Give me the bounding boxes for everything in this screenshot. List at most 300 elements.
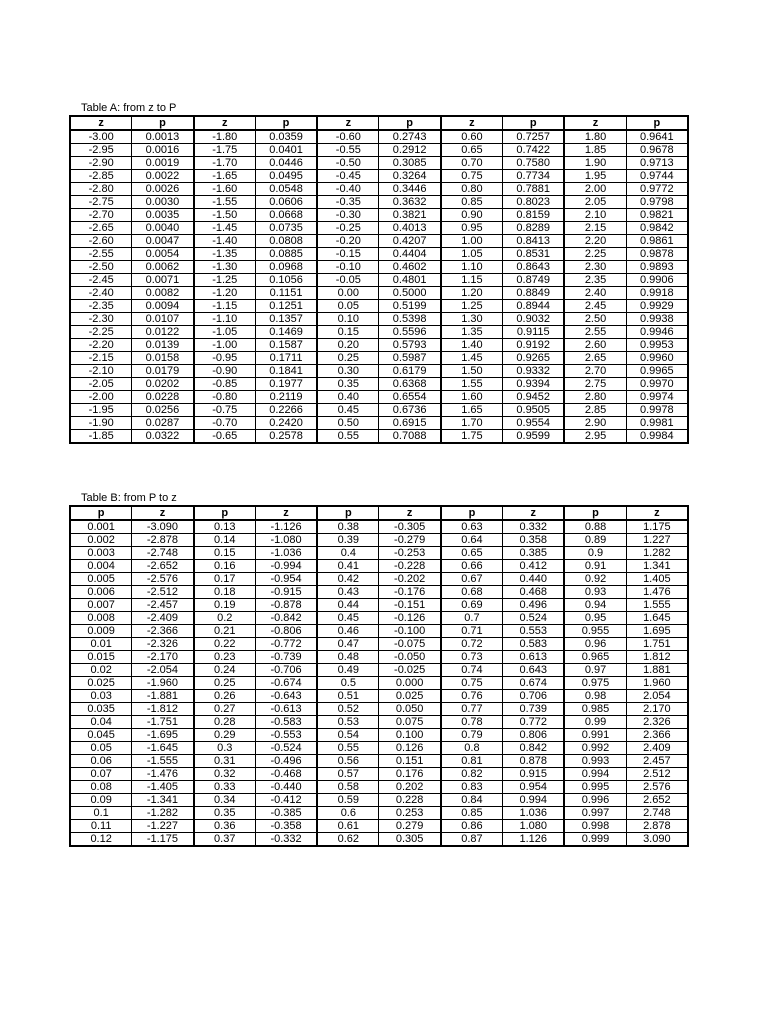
table-cell: 0.53 [317, 716, 379, 729]
table-cell: 0.59 [317, 794, 379, 807]
table-cell: 0.0022 [132, 170, 194, 183]
table-row [70, 430, 688, 444]
table-cell: 0.7422 [503, 144, 565, 157]
table-cell: 0.9265 [503, 352, 565, 365]
table-cell: 0.9938 [626, 313, 688, 326]
table-cell: 0.6554 [379, 391, 441, 404]
table-cell: 0.43 [317, 586, 379, 599]
table-row [70, 183, 688, 196]
table-cell: -3.00 [70, 130, 132, 144]
table-cell: 0.583 [503, 638, 565, 651]
column-header: p [317, 506, 379, 520]
table-cell: 0.87 [441, 833, 503, 847]
table-cell: 0.9505 [503, 404, 565, 417]
table-cell: -1.881 [132, 690, 194, 703]
table-cell: 2.748 [626, 807, 688, 820]
table-cell: 0.4801 [379, 274, 441, 287]
table-cell: -1.476 [132, 768, 194, 781]
table-cell: -1.65 [194, 170, 256, 183]
table-row [70, 404, 688, 417]
table-cell: 0.2266 [255, 404, 317, 417]
table-cell: -1.60 [194, 183, 256, 196]
table-cell: 0.025 [70, 677, 132, 690]
table-cell: 1.80 [564, 130, 626, 144]
table-cell: 2.170 [626, 703, 688, 716]
table-cell: -1.20 [194, 287, 256, 300]
table-cell: 2.80 [564, 391, 626, 404]
table-row [70, 547, 688, 560]
table-cell: 0.0040 [132, 222, 194, 235]
table-cell: 0.0202 [132, 378, 194, 391]
table-cell: 0.3632 [379, 196, 441, 209]
table-cell: 0.36 [194, 820, 256, 833]
table-cell: 0.65 [441, 547, 503, 560]
table-row [70, 651, 688, 664]
table-cell: 0.985 [564, 703, 626, 716]
table-cell: 2.512 [626, 768, 688, 781]
table-cell: 0.202 [379, 781, 441, 794]
table-cell: 0.0094 [132, 300, 194, 313]
table-cell: -0.85 [194, 378, 256, 391]
table-cell: 0.9929 [626, 300, 688, 313]
table-cell: -0.30 [317, 209, 379, 222]
table-cell: 0.30 [317, 365, 379, 378]
table-cell: 0.305 [379, 833, 441, 847]
table-cell: 2.95 [564, 430, 626, 444]
table-cell: 0.48 [317, 651, 379, 664]
column-header: z [564, 116, 626, 130]
table-cell: -1.405 [132, 781, 194, 794]
table-cell: 0.57 [317, 768, 379, 781]
table-cell: 0.65 [441, 144, 503, 157]
table-cell: 0.39 [317, 534, 379, 547]
table-cell: 0.126 [379, 742, 441, 755]
column-header: z [379, 506, 441, 520]
table-cell: -2.15 [70, 352, 132, 365]
table-cell: 2.00 [564, 183, 626, 196]
table-cell: 0.6179 [379, 365, 441, 378]
table-cell: -2.457 [132, 599, 194, 612]
table-cell: 2.90 [564, 417, 626, 430]
table-cell: -0.40 [317, 183, 379, 196]
table-cell: -1.645 [132, 742, 194, 755]
table-cell: 0.88 [564, 520, 626, 534]
table-row [70, 130, 688, 144]
table-cell: 0.5 [317, 677, 379, 690]
column-header: z [317, 116, 379, 130]
table-cell: 2.054 [626, 690, 688, 703]
table-cell: 1.695 [626, 625, 688, 638]
table-cell: 0.35 [317, 378, 379, 391]
table-cell: -2.409 [132, 612, 194, 625]
table-cell: -2.054 [132, 664, 194, 677]
table-cell: 0.1711 [255, 352, 317, 365]
table-cell: -0.45 [317, 170, 379, 183]
table-cell: 0.9906 [626, 274, 688, 287]
table-cell: 0.16 [194, 560, 256, 573]
table-cell: 0.22 [194, 638, 256, 651]
table-cell: 0.0054 [132, 248, 194, 261]
table-cell: 1.175 [626, 520, 688, 534]
table-cell: -0.706 [255, 664, 317, 677]
table-cell: -2.30 [70, 313, 132, 326]
table-cell: 0.61 [317, 820, 379, 833]
table-cell: -0.55 [317, 144, 379, 157]
table-cell: 0.9 [564, 547, 626, 560]
table-cell: 0.9678 [626, 144, 688, 157]
column-header: z [194, 116, 256, 130]
table-cell: 0.8531 [503, 248, 565, 261]
table-cell: -0.954 [255, 573, 317, 586]
table-cell: 1.555 [626, 599, 688, 612]
table-cell: -2.45 [70, 274, 132, 287]
table-cell: 0.1 [70, 807, 132, 820]
table-cell: 2.40 [564, 287, 626, 300]
table-cell: 0.1977 [255, 378, 317, 391]
table-row [70, 144, 688, 157]
table-row [70, 703, 688, 716]
table-cell: 0.358 [503, 534, 565, 547]
table-cell: 2.20 [564, 235, 626, 248]
table-cell: -1.751 [132, 716, 194, 729]
table-cell: 2.457 [626, 755, 688, 768]
table-b-body [70, 520, 688, 846]
table-cell: 0.69 [441, 599, 503, 612]
table-cell: 0.03 [70, 690, 132, 703]
table-cell: -2.95 [70, 144, 132, 157]
table-cell: 0.0968 [255, 261, 317, 274]
table-cell: 0.9713 [626, 157, 688, 170]
table-cell: -0.674 [255, 677, 317, 690]
table-cell: 1.50 [441, 365, 503, 378]
table-cell: 0.643 [503, 664, 565, 677]
table-cell: 0.34 [194, 794, 256, 807]
table-cell: 0.55 [317, 742, 379, 755]
table-cell: 0.4404 [379, 248, 441, 261]
table-cell: 0.1056 [255, 274, 317, 287]
table-cell: 1.60 [441, 391, 503, 404]
column-header: p [194, 506, 256, 520]
table-row [70, 235, 688, 248]
table-cell: 0.77 [441, 703, 503, 716]
table-cell: 0.20 [317, 339, 379, 352]
table-cell: 1.341 [626, 560, 688, 573]
table-row [70, 833, 688, 847]
table-cell: -1.70 [194, 157, 256, 170]
table-cell: 0.09 [70, 794, 132, 807]
table-cell: 0.0495 [255, 170, 317, 183]
table-row [70, 326, 688, 339]
table-cell: 0.1251 [255, 300, 317, 313]
table-cell: 0.85 [441, 196, 503, 209]
table-cell: -1.960 [132, 677, 194, 690]
table-cell: 1.75 [441, 430, 503, 444]
table-cell: 1.645 [626, 612, 688, 625]
table-cell: -1.341 [132, 794, 194, 807]
table-row [70, 365, 688, 378]
table-cell: 2.326 [626, 716, 688, 729]
table-row [70, 677, 688, 690]
table-cell: -0.643 [255, 690, 317, 703]
table-row [70, 520, 688, 534]
table-cell: 0.228 [379, 794, 441, 807]
table-cell: 0.9978 [626, 404, 688, 417]
table-cell: 0.5199 [379, 300, 441, 313]
table-cell: -0.050 [379, 651, 441, 664]
column-header: p [503, 116, 565, 130]
table-a-caption: Table A: from z to P [81, 102, 177, 114]
table-cell: -0.126 [379, 612, 441, 625]
table-cell: 0.42 [317, 573, 379, 586]
table-cell: 0.772 [503, 716, 565, 729]
table-row [70, 378, 688, 391]
table-cell: 0.996 [564, 794, 626, 807]
table-b-caption: Table B: from P to z [81, 492, 177, 504]
table-cell: 0.21 [194, 625, 256, 638]
table-cell: 0.0735 [255, 222, 317, 235]
table-row [70, 261, 688, 274]
table-cell: -0.15 [317, 248, 379, 261]
table-cell: -1.25 [194, 274, 256, 287]
table-row [70, 170, 688, 183]
table-row [70, 534, 688, 547]
table-cell: -2.576 [132, 573, 194, 586]
table-cell: 0.3446 [379, 183, 441, 196]
table-cell: 0.9821 [626, 209, 688, 222]
table-cell: 0.9893 [626, 261, 688, 274]
table-cell: -1.55 [194, 196, 256, 209]
table-cell: 0.9599 [503, 430, 565, 444]
table-cell: 0.0013 [132, 130, 194, 144]
table-cell: 1.55 [441, 378, 503, 391]
table-cell: -1.227 [132, 820, 194, 833]
table-cell: 0.674 [503, 677, 565, 690]
table-cell: -1.35 [194, 248, 256, 261]
table-cell: -0.202 [379, 573, 441, 586]
table-cell: 0.54 [317, 729, 379, 742]
table-cell: 3.090 [626, 833, 688, 847]
table-cell: 0.41 [317, 560, 379, 573]
table-cell: 0.6368 [379, 378, 441, 391]
table-cell: 0.94 [564, 599, 626, 612]
table-cell: 0.9744 [626, 170, 688, 183]
table-cell: 0.878 [503, 755, 565, 768]
table-cell: 0.412 [503, 560, 565, 573]
table-cell: 0.975 [564, 677, 626, 690]
table-cell: -1.126 [255, 520, 317, 534]
table-cell: -0.553 [255, 729, 317, 742]
table-cell: 0.965 [564, 651, 626, 664]
table-cell: 1.25 [441, 300, 503, 313]
table-cell: 0.1151 [255, 287, 317, 300]
column-header: z [441, 116, 503, 130]
table-cell: 0.6 [317, 807, 379, 820]
table-cell: 0.72 [441, 638, 503, 651]
table-cell: 0.35 [194, 807, 256, 820]
table-cell: 0.9970 [626, 378, 688, 391]
table-cell: 0.08 [70, 781, 132, 794]
table-cell: 0.2 [194, 612, 256, 625]
table-row [70, 196, 688, 209]
table-cell: -0.583 [255, 716, 317, 729]
table-cell: 2.35 [564, 274, 626, 287]
table-cell: 0.9946 [626, 326, 688, 339]
table-cell: 0.0139 [132, 339, 194, 352]
table-cell: 0.68 [441, 586, 503, 599]
table-cell: 0.0030 [132, 196, 194, 209]
table-cell: -0.468 [255, 768, 317, 781]
table-cell: 0.496 [503, 599, 565, 612]
table-cell: 2.75 [564, 378, 626, 391]
table-cell: -0.842 [255, 612, 317, 625]
table-cell: -2.10 [70, 365, 132, 378]
table-cell: -0.05 [317, 274, 379, 287]
table-cell: 0.15 [194, 547, 256, 560]
table-cell: -0.176 [379, 586, 441, 599]
table-cell: 0.8159 [503, 209, 565, 222]
table-cell: -2.70 [70, 209, 132, 222]
table-cell: 0.91 [564, 560, 626, 573]
table-cell: 1.15 [441, 274, 503, 287]
table-cell: 0.0071 [132, 274, 194, 287]
table-cell: 0.524 [503, 612, 565, 625]
table-cell: 0.66 [441, 560, 503, 573]
table-row [70, 339, 688, 352]
table-cell: -1.695 [132, 729, 194, 742]
table-cell: 0.176 [379, 768, 441, 781]
table-cell: -2.170 [132, 651, 194, 664]
table-cell: -1.00 [194, 339, 256, 352]
table-b-header-row [70, 506, 688, 520]
table-cell: 2.45 [564, 300, 626, 313]
table-cell: -2.55 [70, 248, 132, 261]
table-cell: -0.90 [194, 365, 256, 378]
table-cell: 0.2743 [379, 130, 441, 144]
table-row [70, 794, 688, 807]
table-cell: 2.70 [564, 365, 626, 378]
table-cell: -2.366 [132, 625, 194, 638]
table-cell: 0.9115 [503, 326, 565, 339]
table-cell: -0.440 [255, 781, 317, 794]
table-cell: 0.79 [441, 729, 503, 742]
table-cell: 0.5000 [379, 287, 441, 300]
table-cell: 2.60 [564, 339, 626, 352]
table-cell: 0.842 [503, 742, 565, 755]
table-cell: 0.64 [441, 534, 503, 547]
table-cell: 2.576 [626, 781, 688, 794]
table-cell: -2.652 [132, 560, 194, 573]
table-row [70, 417, 688, 430]
column-header: p [70, 506, 132, 520]
table-cell: 0.15 [317, 326, 379, 339]
table-cell: 0.991 [564, 729, 626, 742]
table-a-z-to-p [69, 115, 689, 444]
table-cell: 0.84 [441, 794, 503, 807]
table-cell: -0.332 [255, 833, 317, 847]
table-cell: 0.45 [317, 612, 379, 625]
table-cell: 0.46 [317, 625, 379, 638]
table-cell: -1.10 [194, 313, 256, 326]
table-cell: 0.13 [194, 520, 256, 534]
table-cell: 0.0035 [132, 209, 194, 222]
table-cell: 0.915 [503, 768, 565, 781]
table-row [70, 807, 688, 820]
table-cell: 0.1841 [255, 365, 317, 378]
table-cell: 0.015 [70, 651, 132, 664]
table-cell: 0.26 [194, 690, 256, 703]
table-row [70, 768, 688, 781]
table-cell: 0.47 [317, 638, 379, 651]
table-cell: 0.58 [317, 781, 379, 794]
table-cell: 0.993 [564, 755, 626, 768]
table-cell: 0.27 [194, 703, 256, 716]
table-cell: 0.954 [503, 781, 565, 794]
table-cell: 0.9394 [503, 378, 565, 391]
table-cell: 0.955 [564, 625, 626, 638]
table-cell: 0.9332 [503, 365, 565, 378]
table-cell: 0.9984 [626, 430, 688, 444]
table-cell: 0.92 [564, 573, 626, 586]
table-row [70, 313, 688, 326]
table-cell: 0.8944 [503, 300, 565, 313]
table-cell: 0.9861 [626, 235, 688, 248]
table-cell: 0.994 [564, 768, 626, 781]
table-cell: 2.366 [626, 729, 688, 742]
table-cell: 0.0228 [132, 391, 194, 404]
table-cell: 0.3085 [379, 157, 441, 170]
table-row [70, 625, 688, 638]
table-cell: -2.00 [70, 391, 132, 404]
table-cell: 2.15 [564, 222, 626, 235]
table-cell: 0.0122 [132, 326, 194, 339]
column-header: z [503, 506, 565, 520]
table-cell: 0.51 [317, 690, 379, 703]
table-cell: 0.86 [441, 820, 503, 833]
table-cell: 0.9842 [626, 222, 688, 235]
table-cell: 0.8289 [503, 222, 565, 235]
table-cell: 0.3821 [379, 209, 441, 222]
table-cell: 1.20 [441, 287, 503, 300]
table-cell: 0.9918 [626, 287, 688, 300]
table-cell: 0.440 [503, 573, 565, 586]
column-header: p [132, 116, 194, 130]
table-cell: -2.75 [70, 196, 132, 209]
table-cell: 0.63 [441, 520, 503, 534]
table-cell: -1.50 [194, 209, 256, 222]
table-row [70, 287, 688, 300]
table-cell: -0.75 [194, 404, 256, 417]
table-cell: 0.994 [503, 794, 565, 807]
table-cell: 0.9032 [503, 313, 565, 326]
table-cell: 0.0256 [132, 404, 194, 417]
table-cell: 0.90 [441, 209, 503, 222]
table-cell: -1.90 [70, 417, 132, 430]
table-row [70, 820, 688, 833]
table-cell: 0.38 [317, 520, 379, 534]
table-cell: 2.50 [564, 313, 626, 326]
table-cell: -1.95 [70, 404, 132, 417]
table-cell: 0.9981 [626, 417, 688, 430]
table-cell: -0.412 [255, 794, 317, 807]
table-cell: 0.25 [194, 677, 256, 690]
table-cell: 0.9452 [503, 391, 565, 404]
table-cell: 0.8643 [503, 261, 565, 274]
table-cell: -0.50 [317, 157, 379, 170]
table-cell: 0.002 [70, 534, 132, 547]
table-cell: 0.0359 [255, 130, 317, 144]
table-cell: 0.14 [194, 534, 256, 547]
table-cell: -1.036 [255, 547, 317, 560]
